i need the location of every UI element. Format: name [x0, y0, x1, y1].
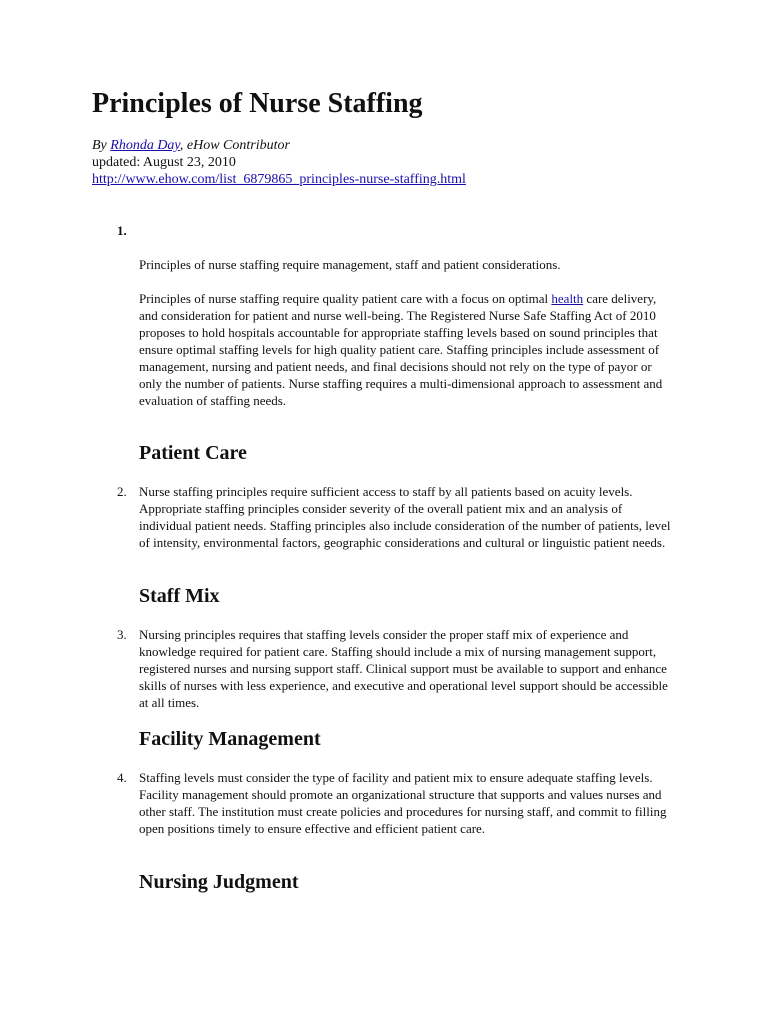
- section-text-patient-care: Nurse staffing principles require sufficient access to staff by all patients based on acuity levels. Appropriate staffing principles consider severity of the overall patient mix and an analysis of individual patient needs. Staffing principles also include consideration of the number of patients, level of intensity, environmental factors, geographic considerations and cultural or linguistic patient needs.: [139, 484, 671, 550]
- updated-date: updated: August 23, 2010: [92, 155, 236, 170]
- item1-body-end: care delivery, and consideration for patient and nurse well-being. The Registered Nurse Safe Staffing Act of 2010 proposes to hold hospitals accountable for appropriate staffing levels based on sound principles that ensure optimal staffing levels for high quality patient care. Staffing principles include assessment of management, nursing and patient needs, and final decisions should not rely on the type of payor or only the number of patients. Nurse staffing requires a multi-dimensional approach to assessment and evaluation of staffing needs.: [139, 291, 663, 408]
- section-heading-facility-management: Facility Management: [139, 728, 321, 750]
- page-title: Principles of Nurse Staffing: [92, 88, 423, 119]
- author-link[interactable]: Rhonda Day: [110, 138, 180, 153]
- item1-body-start: Principles of nurse staffing require quality patient care with a focus on optimal: [139, 291, 552, 306]
- item1-body: [139, 290, 677, 409]
- section-heading-patient-care: Patient Care: [139, 442, 247, 464]
- list-number: 4.: [117, 770, 127, 785]
- contributor-label: , eHow Contributor: [179, 138, 290, 153]
- source-url-link[interactable]: http://www.ehow.com/list_6879865_principles-nurse-staffing.html: [92, 172, 466, 187]
- list-number: 2.: [117, 484, 127, 499]
- section-heading-nursing-judgment: Nursing Judgment: [139, 871, 299, 893]
- section-text-facility-management: Staffing levels must consider the type of facility and patient mix to ensure adequate staffing levels. Facility management should promote an organizational structure that supports and values nurses and other staff. The institution must create policies and procedures for nursing staff, and commit to filling open positions timely to ensure effective and efficient patient care.: [139, 770, 667, 836]
- author-line: [92, 137, 692, 154]
- by-label: By: [92, 138, 107, 153]
- byline: [92, 137, 692, 188]
- list-number: 1.: [117, 223, 127, 238]
- item1-summary: Principles of nurse staffing require management, staff and patient considerations.: [139, 257, 561, 272]
- list-number: 3.: [117, 627, 127, 642]
- health-link[interactable]: health: [551, 291, 584, 306]
- section-heading-staff-mix: Staff Mix: [139, 585, 220, 607]
- section-text-staff-mix: Nursing principles requires that staffing levels consider the proper staff mix of experience and knowledge required for patient care. Staffing should include a mix of nursing management support, registered nurses and nursing support staff. Clinical support must be available to support and enhance skills of nurses with less experience, and executive and operational level support should be accessible at all times.: [139, 627, 668, 710]
